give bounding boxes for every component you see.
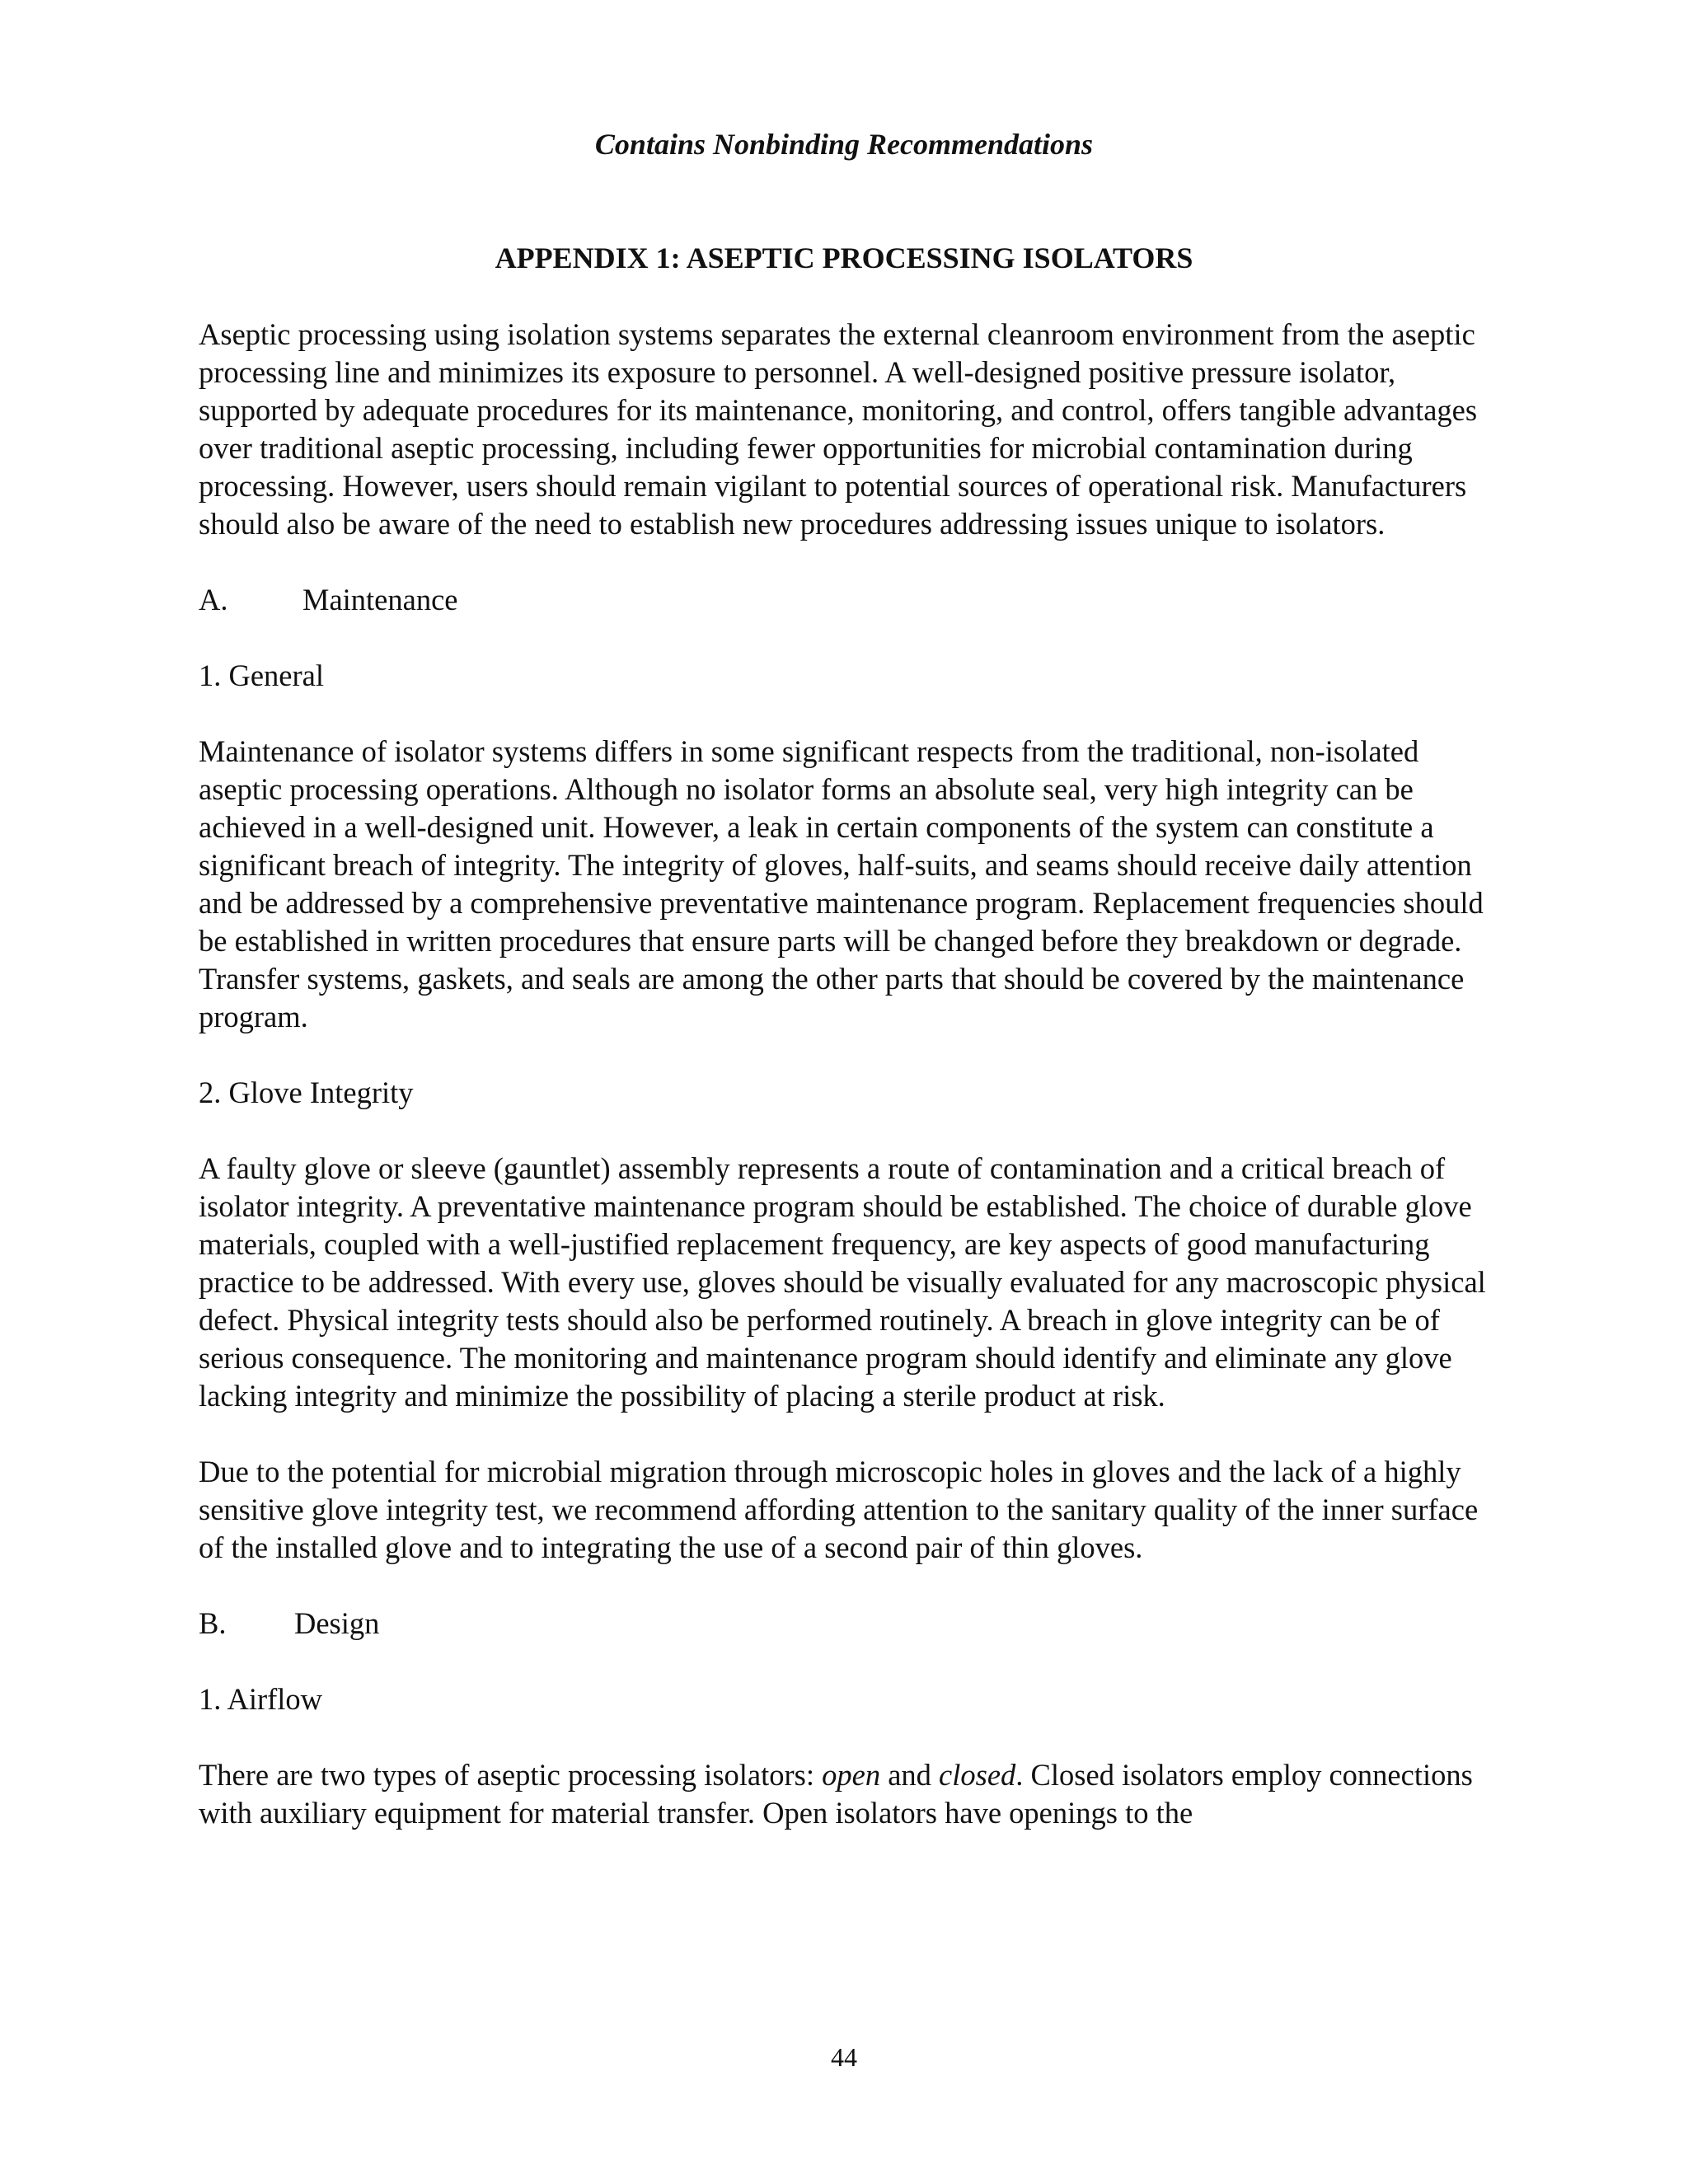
intro-paragraph: Aseptic processing using isolation systems separates the external cleanroom environment from the aseptic processing line and minimizes its exposure to personnel. A well-designed positive pressure isolator, supported by adequate procedures for its maintenance, monitoring, and control, offers tangible advantages over traditional aseptic processing, including fewer opportunities for microbial contamination during processing. However, users should remain vigilant to potential sources of operational risk. Manufacturers should also be aware of the need to establish new procedures addressing issues unique to isolators. <box>199 317 1478 541</box>
section-b-letter: B. <box>199 1606 227 1640</box>
section-b-heading <box>199 1605 1489 1643</box>
glove-integrity-paragraph-1: A faulty glove or sleeve (gauntlet) assembly represents a route of contamination and a critical breach of isolator integrity. A preventative maintenance program should be established. The choice of durable glove materials, coupled with a well-justified replacement frequency, are key aspects of good manufacturing practice to be addressed. With every use, gloves should be visually evaluated for any macroscopic physical defect. Physical integrity tests should also be performed routinely. A breach in glove integrity can be of serious consequence. The monitoring and maintenance program should identify and eliminate any glove lacking integrity and minimize the possibility of placing a sterile product at risk. <box>199 1151 1486 1413</box>
airflow-text-start: There are two types of aseptic processing isolators: <box>199 1758 823 1792</box>
airflow-paragraph <box>199 1756 1489 1832</box>
running-head: Contains Nonbinding Recommendations <box>594 128 1094 161</box>
section-a-heading <box>199 581 1489 619</box>
airflow-text-and: and <box>880 1758 940 1792</box>
term-open: open <box>822 1758 881 1792</box>
term-closed: closed <box>939 1758 1016 1792</box>
section-a-title: Maintenance <box>302 583 458 616</box>
section-b-title: Design <box>294 1606 380 1640</box>
subsection-airflow-heading: 1. Airflow <box>199 1682 323 1716</box>
document-body <box>199 316 1489 1870</box>
section-a-letter: A. <box>199 583 228 616</box>
general-paragraph: Maintenance of isolator systems differs in some significant respects from the traditional, non-isolated aseptic processing operations. Although no isolator forms an absolute seal, very high integrity can be achieved in a well-designed unit. However, a leak in certain components of the system can constitute a significant breach of integrity. The integrity of gloves, half-suits, and seams should receive daily attention and be addressed by a comprehensive preventative maintenance program. Replacement frequencies should be established in written procedures that ensure parts will be changed before they breakdown or degrade. Transfer systems, gaskets, and seals are among the other parts that should be covered by the maintenance program. <box>199 734 1484 1033</box>
page-number: 44 <box>831 2042 857 2072</box>
glove-integrity-paragraph-2: Due to the potential for microbial migration through microscopic holes in gloves and the lack of a highly sensitive glove integrity test, we recommend affording attention to the sanitary quality of the inner surface of the installed glove and to integrating the use of a second pair of thin gloves. <box>199 1455 1479 1564</box>
airflow-text-rest: . Closed isolators employ connections with auxiliary equipment for material transfer. Open isolators have openings to the <box>199 1758 1473 1830</box>
subsection-glove-integrity-heading: 2. Glove Integrity <box>199 1076 414 1109</box>
appendix-title: APPENDIX 1: ASEPTIC PROCESSING ISOLATORS <box>495 241 1193 274</box>
subsection-general-heading: 1. General <box>199 658 325 692</box>
